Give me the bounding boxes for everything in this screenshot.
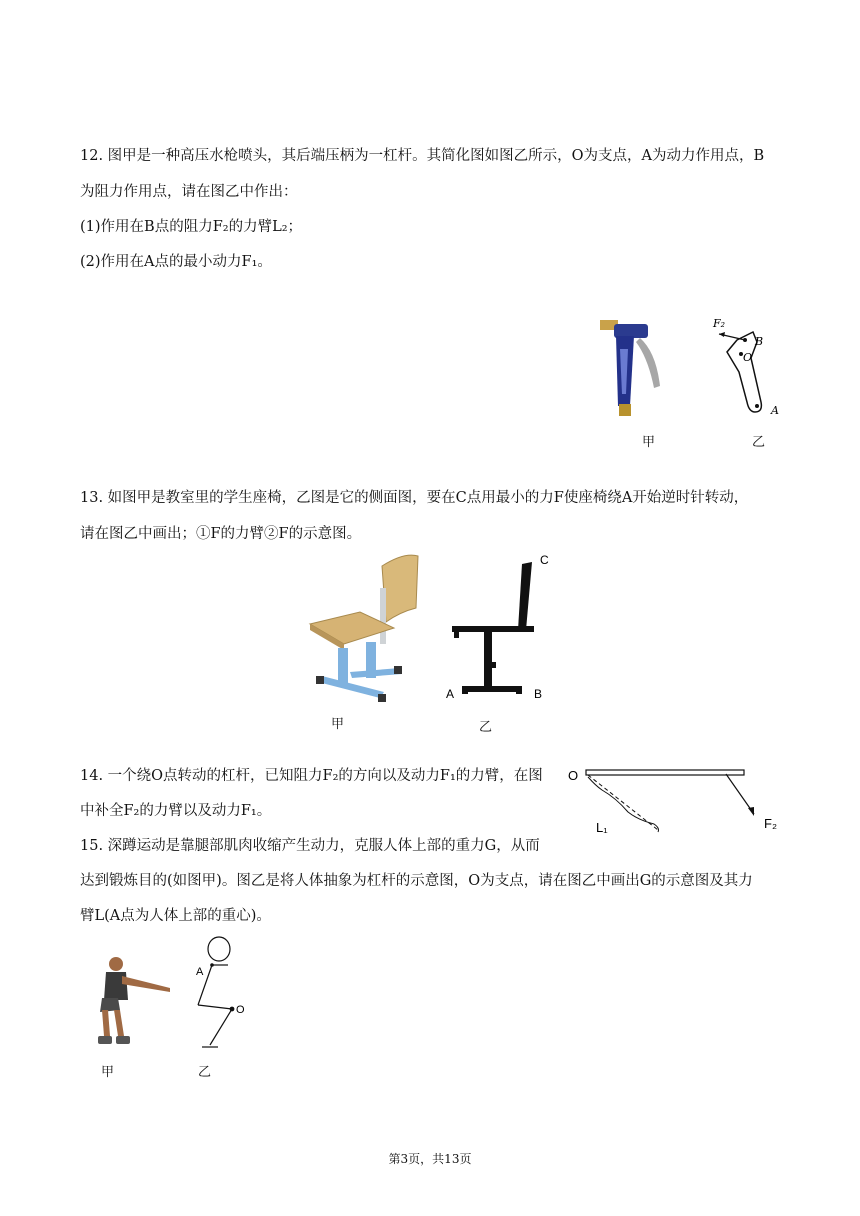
q14-line-1: 14. 一个绕O点转动的杠杆，已知阻力F₂的方向以及动力F₁的力臂，在图 <box>80 768 543 784</box>
side-base <box>462 686 522 692</box>
label-o: O <box>743 351 753 364</box>
chair-foot-cap-3 <box>394 666 402 674</box>
label-o: O <box>568 768 579 783</box>
head-outline <box>208 937 230 961</box>
q12-caption-jia: 甲 <box>642 435 656 450</box>
q13-caption-yi: 乙 <box>479 720 493 735</box>
athlete-leg-2 <box>114 1010 124 1036</box>
q15-squat-image <box>78 952 173 1052</box>
chair-backrest <box>382 555 418 622</box>
thigh-line <box>198 1005 232 1009</box>
f2-arrow-head <box>748 807 754 816</box>
gun-lever <box>636 338 660 388</box>
label-b: B <box>755 335 764 348</box>
side-post-clamp <box>486 662 496 668</box>
lever-bar <box>586 770 744 775</box>
side-foot-b <box>516 690 522 694</box>
chair-foot-cap-1 <box>316 676 324 684</box>
q13-line-1: 13. 如图甲是教室里的学生座椅，乙图是它的侧面图，要在C点用最小的力F使座椅绕A开始逆时针转动， <box>80 490 749 506</box>
point-a-dot <box>755 404 759 408</box>
q12-line-4: (2)作用在A点的最小动力F₁。 <box>80 254 272 270</box>
label-f2: F₂ <box>713 317 726 330</box>
athlete-shorts <box>100 998 120 1012</box>
label-a: A <box>446 687 455 701</box>
label-o: O <box>236 1004 245 1016</box>
page-footer: 第3页，共13页 <box>388 1152 472 1166</box>
athlete-shoe-2 <box>116 1036 130 1044</box>
point-b-dot <box>743 338 747 342</box>
q15-line-2: 达到锻炼目的(如图甲)。图乙是将人体抽象为杠杆的示意图，O为支点，请在图乙中画出G的示意图及其力 <box>80 873 753 889</box>
athlete-torso <box>104 972 128 1000</box>
label-a: A <box>196 966 204 978</box>
side-post <box>484 632 492 688</box>
athlete-head <box>109 957 123 971</box>
label-f2: F₂ <box>764 816 777 831</box>
gun-connector <box>619 404 631 416</box>
q15-line-3: 臂L(A点为人体上部的重心)。 <box>80 908 271 924</box>
chair-leg-front <box>338 648 348 684</box>
point-o-dot <box>230 1007 235 1012</box>
f2-arrow-head <box>719 332 725 337</box>
label-a: A <box>771 404 779 417</box>
side-seat-front-lip <box>454 632 459 638</box>
q13-line-2: 请在图乙中画出；①F的力臂②F的示意图。 <box>80 526 362 542</box>
q13-caption-jia: 甲 <box>331 717 345 732</box>
label-l1: L₁ <box>596 820 608 835</box>
q12-lever-diagram <box>705 314 790 419</box>
shin-line <box>210 1009 232 1045</box>
point-a-dot <box>210 963 214 967</box>
gun-barrel <box>614 324 648 338</box>
q14-line-2: 中补全F₂的力臂以及动力F₁。 <box>80 803 272 819</box>
q12-line-2: 为阻力作用点，请在图乙中作出： <box>80 184 298 200</box>
q15-caption-jia: 甲 <box>101 1065 115 1080</box>
label-b: B <box>534 687 543 701</box>
q15-body-lever-diagram <box>188 935 253 1057</box>
side-foot-a <box>462 690 468 694</box>
q14-lever-diagram <box>566 760 786 838</box>
q12-line-1: 12. 图甲是一种高压水枪喷头，其后端压柄为一杠杆。其简化图如图乙所示，O为支点，A为动力作用点，B <box>80 148 765 164</box>
label-c: C <box>540 553 549 567</box>
q15-caption-yi: 乙 <box>198 1065 212 1080</box>
chair-back-post <box>380 588 386 644</box>
q13-chair-side-diagram <box>440 550 555 705</box>
athlete-leg-1 <box>102 1010 110 1036</box>
q13-chair-image <box>300 548 425 710</box>
q12-water-gun-image <box>590 314 670 419</box>
chair-foot-cap-2 <box>378 694 386 702</box>
side-seat <box>452 626 534 632</box>
athlete-shoe-1 <box>98 1036 112 1044</box>
side-backrest <box>518 562 532 630</box>
q15-line-1: 15. 深蹲运动是靠腿部肌肉收缩产生动力，克服人体上部的重力G，从而 <box>80 838 540 854</box>
q12-line-3: (1)作用在B点的阻力F₂的力臂L₂； <box>80 219 303 235</box>
q12-caption-yi: 乙 <box>752 435 766 450</box>
chair-foot-bar <box>318 676 384 698</box>
athlete-arms <box>122 976 170 992</box>
